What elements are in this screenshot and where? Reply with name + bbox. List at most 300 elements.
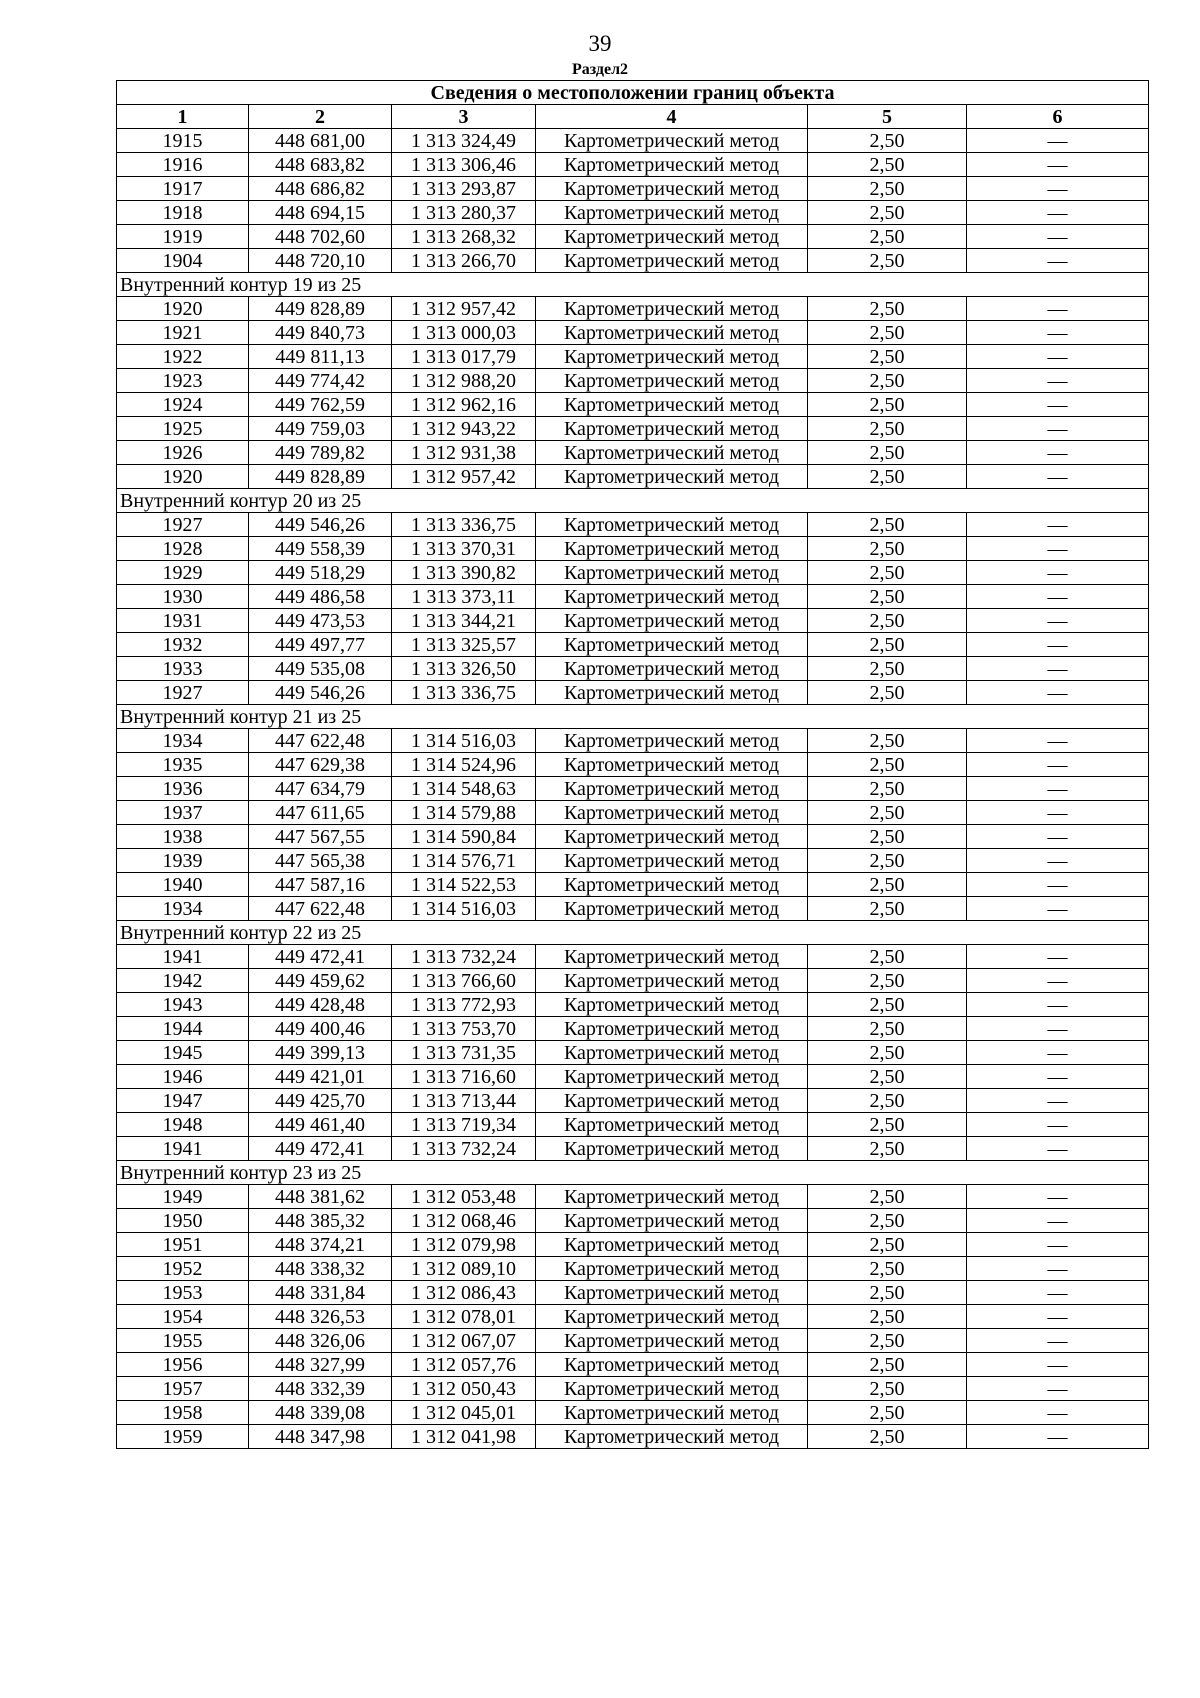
y-coordinate-cell: 1 314 516,03: [392, 729, 536, 753]
accuracy-cell: 2,50: [808, 561, 967, 585]
method-cell: Картометрический метод: [536, 1425, 808, 1449]
x-coordinate-cell: 448 339,08: [249, 1401, 392, 1425]
description-cell: —: [967, 609, 1149, 633]
section-label: Раздел2: [571, 61, 629, 78]
table-row: [117, 441, 1149, 465]
method-cell: Картометрический метод: [536, 129, 808, 153]
table-row: [117, 1233, 1149, 1257]
point-number-cell: 1919: [117, 225, 249, 249]
x-coordinate-cell: 449 461,40: [249, 1113, 392, 1137]
point-number-cell: 1920: [117, 465, 249, 489]
point-number-cell: 1928: [117, 537, 249, 561]
y-coordinate-cell: 1 313 390,82: [392, 561, 536, 585]
method-cell: Картометрический метод: [536, 1353, 808, 1377]
method-cell: Картометрический метод: [536, 873, 808, 897]
x-coordinate-cell: 449 774,42: [249, 369, 392, 393]
y-coordinate-cell: 1 312 045,01: [392, 1401, 536, 1425]
accuracy-cell: 2,50: [808, 1185, 967, 1209]
description-cell: —: [967, 633, 1149, 657]
description-cell: —: [967, 1329, 1149, 1353]
description-cell: —: [967, 345, 1149, 369]
description-cell: —: [967, 657, 1149, 681]
y-coordinate-cell: 1 313 017,79: [392, 345, 536, 369]
y-coordinate-cell: 1 313 716,60: [392, 1065, 536, 1089]
point-number-cell: 1918: [117, 201, 249, 225]
description-cell: —: [967, 945, 1149, 969]
x-coordinate-cell: 447 634,79: [249, 777, 392, 801]
method-cell: Картометрический метод: [536, 1185, 808, 1209]
method-cell: Картометрический метод: [536, 753, 808, 777]
method-cell: Картометрический метод: [536, 225, 808, 249]
x-coordinate-cell: 447 622,48: [249, 897, 392, 921]
table-row: [117, 1353, 1149, 1377]
description-cell: —: [967, 1305, 1149, 1329]
accuracy-cell: 2,50: [808, 1089, 967, 1113]
table-row: [117, 969, 1149, 993]
x-coordinate-cell: 448 326,53: [249, 1305, 392, 1329]
accuracy-cell: 2,50: [808, 657, 967, 681]
table-row: [117, 1065, 1149, 1089]
accuracy-cell: 2,50: [808, 393, 967, 417]
accuracy-cell: 2,50: [808, 153, 967, 177]
point-number-cell: 1957: [117, 1377, 249, 1401]
x-coordinate-cell: 449 518,29: [249, 561, 392, 585]
table-row: [117, 1377, 1149, 1401]
method-cell: Картометрический метод: [536, 1305, 808, 1329]
contour-header-row: [117, 489, 1149, 513]
description-cell: —: [967, 369, 1149, 393]
method-cell: Картометрический метод: [536, 897, 808, 921]
contour-header-row: [117, 705, 1149, 729]
table-row: [117, 177, 1149, 201]
method-cell: Картометрический метод: [536, 633, 808, 657]
table-row: [117, 753, 1149, 777]
table-row: [117, 825, 1149, 849]
y-coordinate-cell: 1 312 931,38: [392, 441, 536, 465]
accuracy-cell: 2,50: [808, 1377, 967, 1401]
x-coordinate-cell: 449 558,39: [249, 537, 392, 561]
point-number-cell: 1939: [117, 849, 249, 873]
point-number-cell: 1930: [117, 585, 249, 609]
accuracy-cell: 2,50: [808, 777, 967, 801]
y-coordinate-cell: 1 313 326,50: [392, 657, 536, 681]
description-cell: —: [967, 321, 1149, 345]
table-row: [117, 1401, 1149, 1425]
point-number-cell: 1959: [117, 1425, 249, 1449]
description-cell: —: [967, 1089, 1149, 1113]
description-cell: —: [967, 393, 1149, 417]
accuracy-cell: 2,50: [808, 225, 967, 249]
table-title: Сведения о местоположении границ объекта: [117, 81, 1149, 105]
y-coordinate-cell: 1 312 078,01: [392, 1305, 536, 1329]
point-number-cell: 1925: [117, 417, 249, 441]
description-cell: —: [967, 417, 1149, 441]
y-coordinate-cell: 1 313 325,57: [392, 633, 536, 657]
y-coordinate-cell: 1 314 590,84: [392, 825, 536, 849]
description-cell: —: [967, 849, 1149, 873]
accuracy-cell: 2,50: [808, 729, 967, 753]
table-row: [117, 297, 1149, 321]
description-cell: —: [967, 297, 1149, 321]
x-coordinate-cell: 449 425,70: [249, 1089, 392, 1113]
description-cell: —: [967, 129, 1149, 153]
accuracy-cell: 2,50: [808, 129, 967, 153]
column-header: 2: [249, 105, 392, 129]
point-number-cell: 1916: [117, 153, 249, 177]
x-coordinate-cell: 449 762,59: [249, 393, 392, 417]
table-row: [117, 633, 1149, 657]
table-row: [117, 729, 1149, 753]
x-coordinate-cell: 449 789,82: [249, 441, 392, 465]
point-number-cell: 1955: [117, 1329, 249, 1353]
description-cell: —: [967, 1185, 1149, 1209]
point-number-cell: 1917: [117, 177, 249, 201]
table-row: [117, 249, 1149, 273]
description-cell: —: [967, 1113, 1149, 1137]
point-number-cell: 1921: [117, 321, 249, 345]
accuracy-cell: 2,50: [808, 369, 967, 393]
y-coordinate-cell: 1 314 579,88: [392, 801, 536, 825]
point-number-cell: 1934: [117, 729, 249, 753]
accuracy-cell: 2,50: [808, 441, 967, 465]
method-cell: Картометрический метод: [536, 585, 808, 609]
method-cell: Картометрический метод: [536, 1065, 808, 1089]
point-number-cell: 1923: [117, 369, 249, 393]
description-cell: —: [967, 1137, 1149, 1161]
table-row: [117, 345, 1149, 369]
method-cell: Картометрический метод: [536, 993, 808, 1017]
accuracy-cell: 2,50: [808, 1065, 967, 1089]
point-number-cell: 1941: [117, 945, 249, 969]
accuracy-cell: 2,50: [808, 609, 967, 633]
point-number-cell: 1936: [117, 777, 249, 801]
table-row: [117, 1113, 1149, 1137]
y-coordinate-cell: 1 312 943,22: [392, 417, 536, 441]
table-row: [117, 465, 1149, 489]
table-row: [117, 945, 1149, 969]
description-cell: —: [967, 537, 1149, 561]
point-number-cell: 1946: [117, 1065, 249, 1089]
contour-label: Внутренний контур 19 из 25: [117, 273, 1149, 297]
description-cell: —: [967, 753, 1149, 777]
point-number-cell: 1951: [117, 1233, 249, 1257]
method-cell: Картометрический метод: [536, 969, 808, 993]
method-cell: Картометрический метод: [536, 1377, 808, 1401]
x-coordinate-cell: 449 472,41: [249, 1137, 392, 1161]
x-coordinate-cell: 448 694,15: [249, 201, 392, 225]
x-coordinate-cell: 447 611,65: [249, 801, 392, 825]
table-row: [117, 321, 1149, 345]
description-cell: —: [967, 1281, 1149, 1305]
description-cell: —: [967, 873, 1149, 897]
method-cell: Картометрический метод: [536, 321, 808, 345]
method-cell: Картометрический метод: [536, 825, 808, 849]
x-coordinate-cell: 449 546,26: [249, 681, 392, 705]
description-cell: —: [967, 1257, 1149, 1281]
point-number-cell: 1953: [117, 1281, 249, 1305]
point-number-cell: 1943: [117, 993, 249, 1017]
accuracy-cell: 2,50: [808, 1113, 967, 1137]
x-coordinate-cell: 448 332,39: [249, 1377, 392, 1401]
accuracy-cell: 2,50: [808, 825, 967, 849]
y-coordinate-cell: 1 313 336,75: [392, 681, 536, 705]
x-coordinate-cell: 449 828,89: [249, 465, 392, 489]
description-cell: —: [967, 177, 1149, 201]
method-cell: Картометрический метод: [536, 393, 808, 417]
description-cell: —: [967, 561, 1149, 585]
table-row: [117, 1089, 1149, 1113]
description-cell: —: [967, 1425, 1149, 1449]
method-cell: Картометрический метод: [536, 201, 808, 225]
table-row: [117, 393, 1149, 417]
point-number-cell: 1924: [117, 393, 249, 417]
y-coordinate-cell: 1 313 000,03: [392, 321, 536, 345]
point-number-cell: 1944: [117, 1017, 249, 1041]
point-number-cell: 1920: [117, 297, 249, 321]
description-cell: —: [967, 1209, 1149, 1233]
table-row: [117, 993, 1149, 1017]
table-row: [117, 1329, 1149, 1353]
y-coordinate-cell: 1 313 336,75: [392, 513, 536, 537]
y-coordinate-cell: 1 313 732,24: [392, 1137, 536, 1161]
y-coordinate-cell: 1 313 772,93: [392, 993, 536, 1017]
x-coordinate-cell: 449 421,01: [249, 1065, 392, 1089]
contour-header-row: [117, 1161, 1149, 1185]
y-coordinate-cell: 1 312 988,20: [392, 369, 536, 393]
method-cell: Картометрический метод: [536, 801, 808, 825]
description-cell: —: [967, 585, 1149, 609]
table-row: [117, 585, 1149, 609]
table-row: [117, 897, 1149, 921]
accuracy-cell: 2,50: [808, 345, 967, 369]
description-cell: —: [967, 1353, 1149, 1377]
description-cell: —: [967, 1017, 1149, 1041]
y-coordinate-cell: 1 312 068,46: [392, 1209, 536, 1233]
accuracy-cell: 2,50: [808, 1257, 967, 1281]
accuracy-cell: 2,50: [808, 873, 967, 897]
x-coordinate-cell: 448 720,10: [249, 249, 392, 273]
contour-header-row: [117, 921, 1149, 945]
point-number-cell: 1937: [117, 801, 249, 825]
point-number-cell: 1938: [117, 825, 249, 849]
table-row: [117, 609, 1149, 633]
column-header: 5: [808, 105, 967, 129]
x-coordinate-cell: 448 681,00: [249, 129, 392, 153]
y-coordinate-cell: 1 312 962,16: [392, 393, 536, 417]
point-number-cell: 1933: [117, 657, 249, 681]
y-coordinate-cell: 1 312 057,76: [392, 1353, 536, 1377]
point-number-cell: 1922: [117, 345, 249, 369]
table-row: [117, 657, 1149, 681]
accuracy-cell: 2,50: [808, 201, 967, 225]
y-coordinate-cell: 1 312 086,43: [392, 1281, 536, 1305]
table-row: [117, 1185, 1149, 1209]
x-coordinate-cell: 447 567,55: [249, 825, 392, 849]
table-row: [117, 801, 1149, 825]
table-row: [117, 537, 1149, 561]
table-row: [117, 1209, 1149, 1233]
x-coordinate-cell: 449 759,03: [249, 417, 392, 441]
y-coordinate-cell: 1 313 344,21: [392, 609, 536, 633]
column-header: 1: [117, 105, 249, 129]
method-cell: Картометрический метод: [536, 849, 808, 873]
x-coordinate-cell: 448 326,06: [249, 1329, 392, 1353]
description-cell: —: [967, 897, 1149, 921]
y-coordinate-cell: 1 313 306,46: [392, 153, 536, 177]
method-cell: Картометрический метод: [536, 1041, 808, 1065]
method-cell: Картометрический метод: [536, 657, 808, 681]
method-cell: Картометрический метод: [536, 945, 808, 969]
description-cell: —: [967, 441, 1149, 465]
point-number-cell: 1948: [117, 1113, 249, 1137]
y-coordinate-cell: 1 314 524,96: [392, 753, 536, 777]
description-cell: —: [967, 249, 1149, 273]
accuracy-cell: 2,50: [808, 1401, 967, 1425]
method-cell: Картометрический метод: [536, 345, 808, 369]
accuracy-cell: 2,50: [808, 249, 967, 273]
y-coordinate-cell: 1 313 373,11: [392, 585, 536, 609]
point-number-cell: 1941: [117, 1137, 249, 1161]
accuracy-cell: 2,50: [808, 993, 967, 1017]
column-header-row: [117, 105, 1149, 129]
method-cell: Картометрический метод: [536, 417, 808, 441]
method-cell: Картометрический метод: [536, 777, 808, 801]
y-coordinate-cell: 1 312 089,10: [392, 1257, 536, 1281]
column-header: 3: [392, 105, 536, 129]
y-coordinate-cell: 1 313 266,70: [392, 249, 536, 273]
y-coordinate-cell: 1 313 324,49: [392, 129, 536, 153]
description-cell: —: [967, 465, 1149, 489]
description-cell: —: [967, 513, 1149, 537]
accuracy-cell: 2,50: [808, 633, 967, 657]
x-coordinate-cell: 449 459,62: [249, 969, 392, 993]
x-coordinate-cell: 448 385,32: [249, 1209, 392, 1233]
page-number: 39: [588, 31, 612, 56]
table-row: [117, 513, 1149, 537]
x-coordinate-cell: 448 338,32: [249, 1257, 392, 1281]
table-row: [117, 561, 1149, 585]
x-coordinate-cell: 449 546,26: [249, 513, 392, 537]
point-number-cell: 1942: [117, 969, 249, 993]
accuracy-cell: 2,50: [808, 177, 967, 201]
point-number-cell: 1934: [117, 897, 249, 921]
table-row: [117, 153, 1149, 177]
contour-label: Внутренний контур 23 из 25: [117, 1161, 1149, 1185]
accuracy-cell: 2,50: [808, 585, 967, 609]
table-row: [117, 1425, 1149, 1449]
y-coordinate-cell: 1 314 516,03: [392, 897, 536, 921]
y-coordinate-cell: 1 313 719,34: [392, 1113, 536, 1137]
method-cell: Картометрический метод: [536, 609, 808, 633]
point-number-cell: 1927: [117, 681, 249, 705]
y-coordinate-cell: 1 314 548,63: [392, 777, 536, 801]
x-coordinate-cell: 448 374,21: [249, 1233, 392, 1257]
accuracy-cell: 2,50: [808, 1305, 967, 1329]
description-cell: —: [967, 729, 1149, 753]
table-title-row: [117, 81, 1149, 105]
method-cell: Картометрический метод: [536, 1089, 808, 1113]
x-coordinate-cell: 448 686,82: [249, 177, 392, 201]
method-cell: Картометрический метод: [536, 1257, 808, 1281]
accuracy-cell: 2,50: [808, 801, 967, 825]
x-coordinate-cell: 448 683,82: [249, 153, 392, 177]
contour-label: Внутренний контур 21 из 25: [117, 705, 1149, 729]
table-row: [117, 369, 1149, 393]
x-coordinate-cell: 449 400,46: [249, 1017, 392, 1041]
method-cell: Картометрический метод: [536, 441, 808, 465]
x-coordinate-cell: 449 811,13: [249, 345, 392, 369]
point-number-cell: 1931: [117, 609, 249, 633]
description-cell: —: [967, 993, 1149, 1017]
description-cell: —: [967, 825, 1149, 849]
x-coordinate-cell: 448 331,84: [249, 1281, 392, 1305]
accuracy-cell: 2,50: [808, 897, 967, 921]
description-cell: —: [967, 801, 1149, 825]
y-coordinate-cell: 1 312 067,07: [392, 1329, 536, 1353]
point-number-cell: 1904: [117, 249, 249, 273]
description-cell: —: [967, 1041, 1149, 1065]
method-cell: Картометрический метод: [536, 1209, 808, 1233]
x-coordinate-cell: 448 327,99: [249, 1353, 392, 1377]
method-cell: Картометрический метод: [536, 465, 808, 489]
description-cell: —: [967, 969, 1149, 993]
point-number-cell: 1945: [117, 1041, 249, 1065]
point-number-cell: 1947: [117, 1089, 249, 1113]
point-number-cell: 1954: [117, 1305, 249, 1329]
y-coordinate-cell: 1 312 957,42: [392, 465, 536, 489]
accuracy-cell: 2,50: [808, 1329, 967, 1353]
y-coordinate-cell: 1 313 713,44: [392, 1089, 536, 1113]
boundary-table: [116, 80, 1149, 1449]
point-number-cell: 1935: [117, 753, 249, 777]
accuracy-cell: 2,50: [808, 1353, 967, 1377]
y-coordinate-cell: 1 312 079,98: [392, 1233, 536, 1257]
point-number-cell: 1952: [117, 1257, 249, 1281]
accuracy-cell: 2,50: [808, 945, 967, 969]
accuracy-cell: 2,50: [808, 849, 967, 873]
y-coordinate-cell: 1 312 050,43: [392, 1377, 536, 1401]
accuracy-cell: 2,50: [808, 1281, 967, 1305]
contour-header-row: [117, 273, 1149, 297]
table-row: [117, 1017, 1149, 1041]
point-number-cell: 1958: [117, 1401, 249, 1425]
method-cell: Картометрический метод: [536, 297, 808, 321]
x-coordinate-cell: 449 486,58: [249, 585, 392, 609]
method-cell: Картометрический метод: [536, 537, 808, 561]
description-cell: —: [967, 153, 1149, 177]
table-row: [117, 873, 1149, 897]
x-coordinate-cell: 449 399,13: [249, 1041, 392, 1065]
method-cell: Картометрический метод: [536, 561, 808, 585]
x-coordinate-cell: 447 587,16: [249, 873, 392, 897]
accuracy-cell: 2,50: [808, 1233, 967, 1257]
point-number-cell: 1949: [117, 1185, 249, 1209]
table-row: [117, 681, 1149, 705]
accuracy-cell: 2,50: [808, 1017, 967, 1041]
table-row: [117, 1281, 1149, 1305]
accuracy-cell: 2,50: [808, 537, 967, 561]
table-row: [117, 849, 1149, 873]
description-cell: —: [967, 1065, 1149, 1089]
table-body: [117, 81, 1149, 1449]
x-coordinate-cell: 448 702,60: [249, 225, 392, 249]
accuracy-cell: 2,50: [808, 1425, 967, 1449]
x-coordinate-cell: 449 473,53: [249, 609, 392, 633]
description-cell: —: [967, 201, 1149, 225]
y-coordinate-cell: 1 314 576,71: [392, 849, 536, 873]
y-coordinate-cell: 1 314 522,53: [392, 873, 536, 897]
x-coordinate-cell: 447 629,38: [249, 753, 392, 777]
